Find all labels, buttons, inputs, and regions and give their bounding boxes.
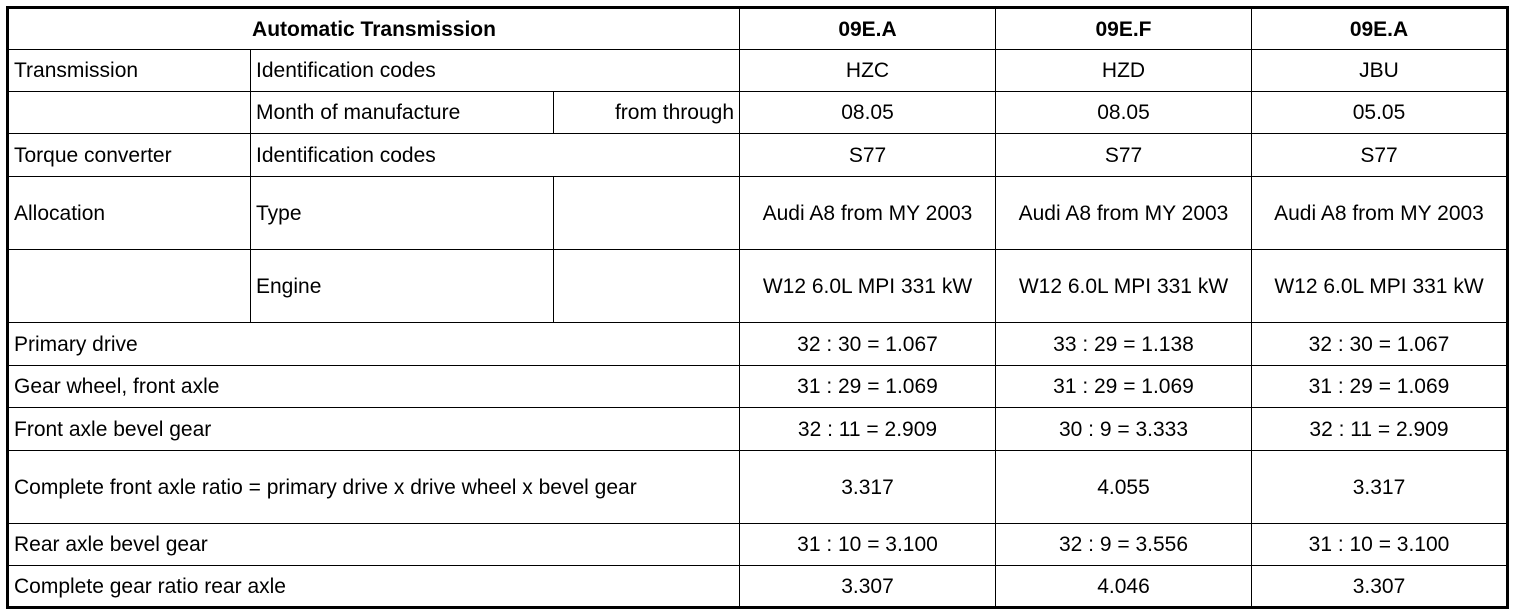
table-title: Automatic Transmission <box>8 8 740 50</box>
table-cell: 3.307 <box>740 566 996 608</box>
table-row <box>8 524 1508 566</box>
row-label: Torque converter <box>8 134 251 177</box>
row-label: Transmission <box>8 50 251 92</box>
table-cell: 31 : 29 = 1.069 <box>996 366 1252 408</box>
table-cell: 3.317 <box>1252 451 1508 524</box>
table-cell: 4.055 <box>996 451 1252 524</box>
table-cell: HZC <box>740 50 996 92</box>
table-cell: 31 : 29 = 1.069 <box>740 366 996 408</box>
row-label: Complete gear ratio rear axle <box>8 566 740 608</box>
row-sublabel: Type <box>251 177 554 250</box>
row-label: Allocation <box>8 177 251 250</box>
table-cell: Audi A8 from MY 2003 <box>996 177 1252 250</box>
row-label: Front axle bevel gear <box>8 408 740 451</box>
table-cell: 32 : 9 = 3.556 <box>996 524 1252 566</box>
table-row <box>8 92 1508 134</box>
table-cell: 32 : 30 = 1.067 <box>740 323 996 366</box>
table-row <box>8 177 1508 250</box>
row-label: Complete front axle ratio = primary drive x drive wheel x bevel gear <box>8 451 740 524</box>
row-label <box>8 92 251 134</box>
table-cell: 3.317 <box>740 451 996 524</box>
table-cell: W12 6.0L MPI 331 kW <box>740 250 996 323</box>
table-cell: 31 : 10 = 3.100 <box>1252 524 1508 566</box>
table-row <box>8 408 1508 451</box>
table-cell: 08.05 <box>996 92 1252 134</box>
row-sublabel: Identification codes <box>251 134 740 177</box>
table-cell: S77 <box>740 134 996 177</box>
row-sublabel: Engine <box>251 250 554 323</box>
row-sublabel: Month of manufacture <box>251 92 554 134</box>
row-label: Rear axle bevel gear <box>8 524 740 566</box>
row-qualifier <box>554 250 740 323</box>
transmission-spec-table <box>6 6 1509 609</box>
row-label <box>8 250 251 323</box>
table-cell: 4.046 <box>996 566 1252 608</box>
table-cell: HZD <box>996 50 1252 92</box>
table-cell: 30 : 9 = 3.333 <box>996 408 1252 451</box>
table-cell: JBU <box>1252 50 1508 92</box>
table-cell: S77 <box>1252 134 1508 177</box>
table-cell: 05.05 <box>1252 92 1508 134</box>
row-qualifier: from through <box>554 92 740 134</box>
table-cell: 33 : 29 = 1.138 <box>996 323 1252 366</box>
row-sublabel: Identification codes <box>251 50 740 92</box>
table-cell: 32 : 11 = 2.909 <box>1252 408 1508 451</box>
row-qualifier <box>554 177 740 250</box>
table-cell: 31 : 29 = 1.069 <box>1252 366 1508 408</box>
table-cell: 31 : 10 = 3.100 <box>740 524 996 566</box>
table-cell: W12 6.0L MPI 331 kW <box>1252 250 1508 323</box>
table-row <box>8 134 1508 177</box>
table-cell: 3.307 <box>1252 566 1508 608</box>
row-label: Primary drive <box>8 323 740 366</box>
table-cell: Audi A8 from MY 2003 <box>1252 177 1508 250</box>
table-cell: Audi A8 from MY 2003 <box>740 177 996 250</box>
table-cell: 08.05 <box>740 92 996 134</box>
header-row <box>8 8 1508 50</box>
table-cell: 32 : 30 = 1.067 <box>1252 323 1508 366</box>
column-header-3: 09E.A <box>1252 8 1508 50</box>
column-header-1: 09E.A <box>740 8 996 50</box>
table-row <box>8 366 1508 408</box>
table-row <box>8 250 1508 323</box>
table-row <box>8 451 1508 524</box>
column-header-2: 09E.F <box>996 8 1252 50</box>
table-row <box>8 323 1508 366</box>
table-cell: S77 <box>996 134 1252 177</box>
row-label: Gear wheel, front axle <box>8 366 740 408</box>
table-row <box>8 50 1508 92</box>
table-cell: W12 6.0L MPI 331 kW <box>996 250 1252 323</box>
table-cell: 32 : 11 = 2.909 <box>740 408 996 451</box>
table-row <box>8 566 1508 608</box>
